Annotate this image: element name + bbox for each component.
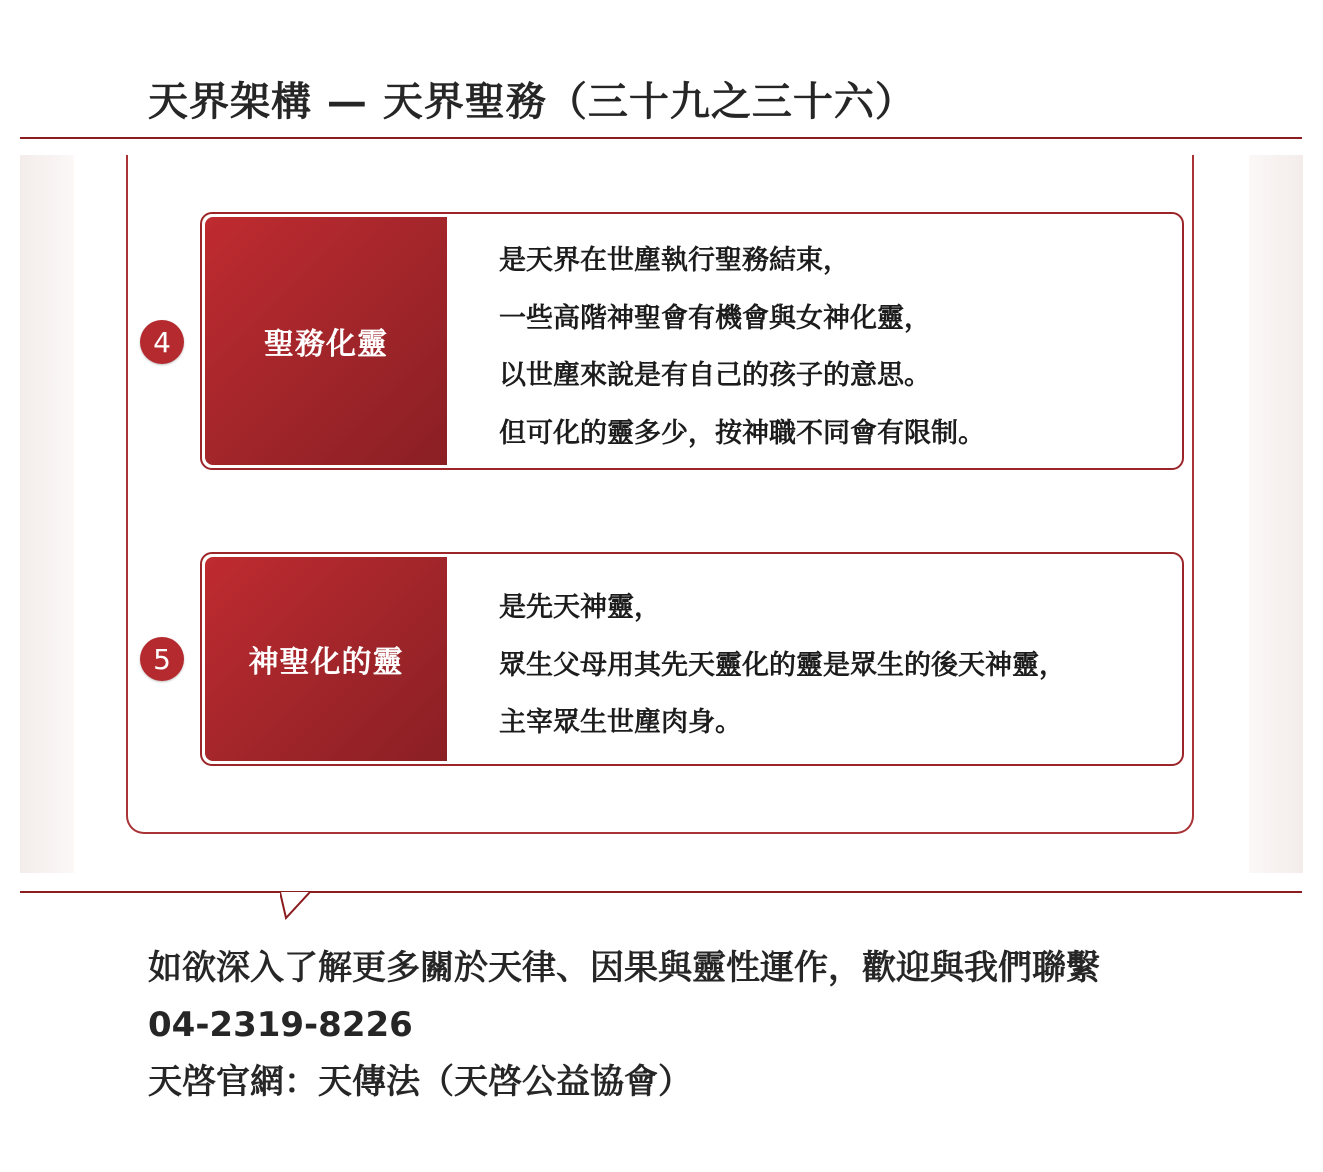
item-label-5: 神聖化的靈 — [205, 557, 447, 761]
contact-block — [148, 940, 1100, 1111]
item-card-4 — [200, 212, 1184, 470]
item-5-line-3: 主宰眾生世塵肉身。 — [499, 707, 742, 738]
item-5-line-2: 眾生父母用其先天靈化的靈是眾生的後天神靈， — [499, 649, 1066, 681]
contact-phone: 04-2319-8226 — [148, 1005, 413, 1045]
item-5-line-1: 是先天神靈， — [499, 592, 661, 623]
item-4-line-3: 以世塵來說是有自己的孩子的意思。 — [499, 360, 931, 391]
number-badge-4: 4 — [140, 320, 184, 364]
item-4-line-4: 但可化的靈多少，按神職不同會有限制。 — [499, 417, 985, 449]
item-description-4 — [499, 232, 1172, 462]
left-side-panel — [20, 155, 74, 873]
item-label-4: 聖務化靈 — [205, 217, 447, 465]
item-card-5 — [200, 552, 1184, 766]
top-divider — [20, 137, 1302, 139]
bottom-divider — [20, 891, 1302, 893]
item-4-line-1: 是天界在世塵執行聖務結束， — [499, 245, 850, 276]
right-side-panel — [1249, 155, 1303, 873]
page-title: 天界架構 — 天界聖務（三十九之三十六） — [148, 78, 916, 125]
number-badge-5: 5 — [140, 637, 184, 681]
item-4-line-2: 一些高階神聖會有機會與女神化靈， — [499, 302, 931, 334]
contact-invitation: 如欲深入了解更多關於天律、因果與靈性運作，歡迎與我們聯繫 — [148, 948, 1100, 988]
item-description-5 — [499, 579, 1172, 752]
speech-pointer — [280, 892, 310, 920]
contact-website: 天啓官網：天傳法（天啓公益協會） — [148, 1062, 692, 1102]
